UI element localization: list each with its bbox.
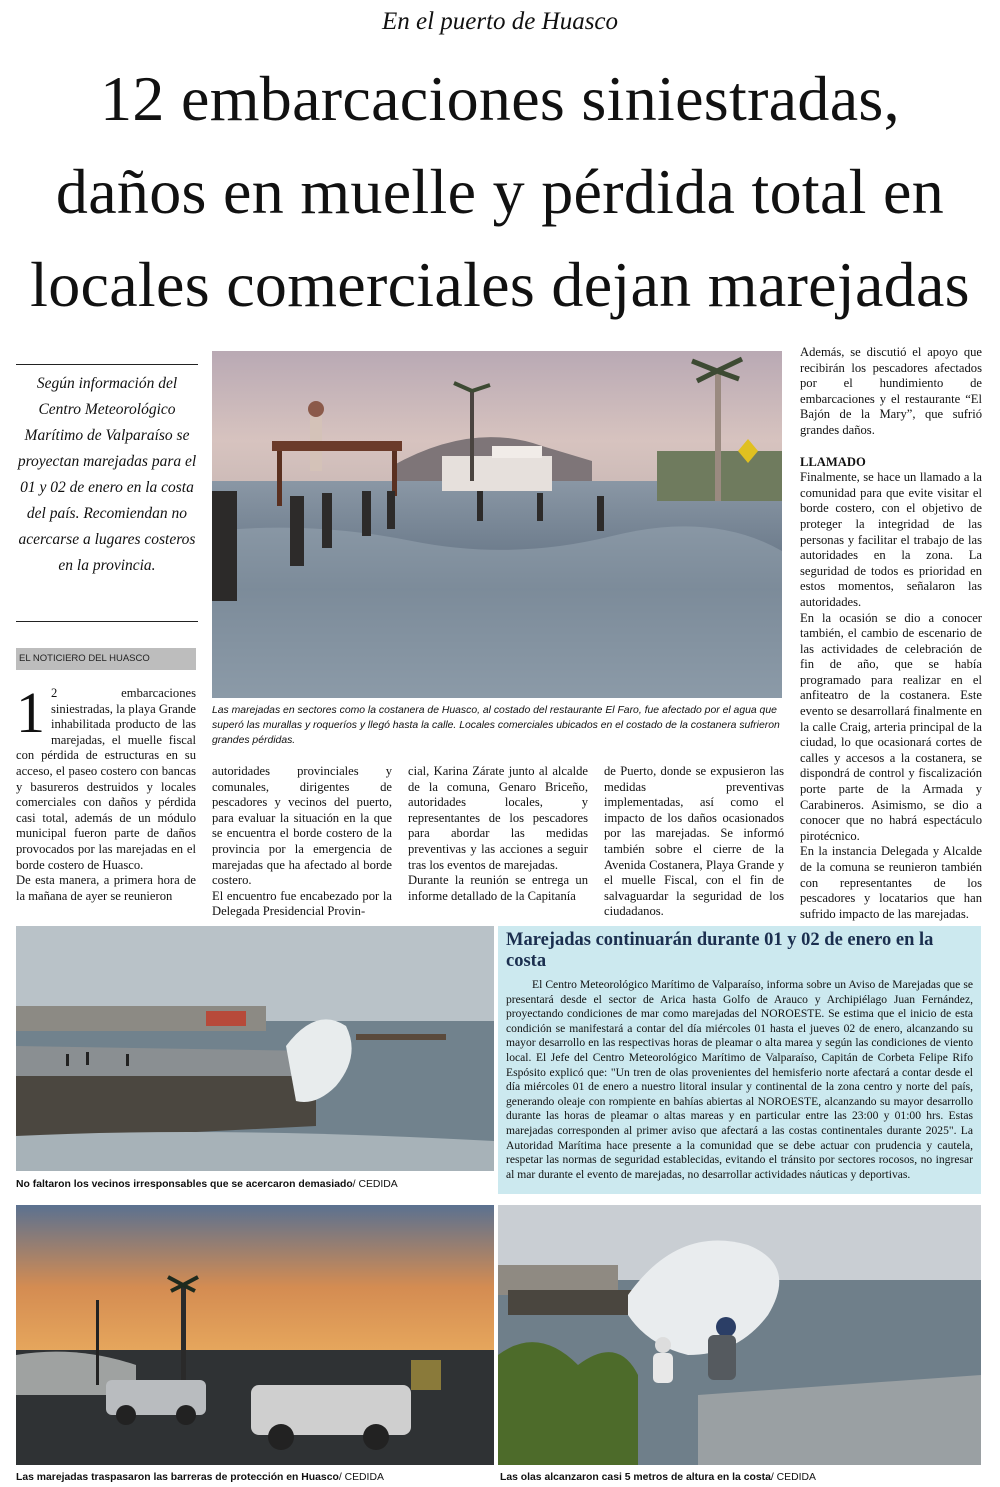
body-right-para2: Finalmente, se hace un llamado a la comunidad para que evite visitar el borde costero, con el objetivo de proteger la integridad de las personas y facilitar el trabajo de las autoridades en la zona. La seguridad de todos es prioridad en estos momentos, señalaron las autoridades. (800, 470, 982, 609)
body-right-para3: En la ocasión se dio a conocer también, el cambio de escenario de las actividades de celebración de fin de año, que se había programado para realizar en el anfiteatro de la costanera. Este evento se desarrollará finalmente en la calle Craig, arteria principal de la ciudad, lo que ocasionará cortes de calles y accesos a la costanera, se dispondrá de control y fiscalización porte parte de la Armada y Carabineros. Asimismo, se dio a conocer que no habrá espectáculo pirotécnico. (800, 610, 982, 843)
body-column-1 (16, 680, 196, 904)
photo-big-wave-credit: / CEDIDA (770, 1472, 816, 1483)
photo-sunset-credit: / CEDIDA (338, 1472, 384, 1483)
photo-seawall-caption-text: No faltaron los vecinos irresponsables que se acercaron demasiado (16, 1179, 353, 1190)
photo-seawall-credit: / CEDIDA (352, 1179, 398, 1190)
photo-sunset-caption-text: Las marejadas traspasaron las barreras de protección en Huasco (16, 1472, 339, 1483)
main-photo-caption: Las marejadas en sectores como la costanera de Huasco, al costado del restaurante El Faro, fue afectado por el agua que superó las murallas y roqueríos y llegó hasta la calle. Locales comerciales ubicados en el costado de la costanera sufrieron grandes pérdidas. (212, 705, 780, 746)
body-col1-para2: De esta manera, a primera hora de la mañana de ayer se reunieron (16, 873, 196, 903)
body-right-para4: En la instancia Delegada y Alcalde de la comuna se reunieron también con representantes de los pescadores y locatarios que han sufrido impacto de las marejadas. (800, 844, 982, 921)
body-column-right (800, 345, 982, 922)
info-box (498, 926, 981, 1194)
llamado-heading: LLAMADO (800, 454, 866, 469)
photo-big-wave-caption (500, 1472, 980, 1483)
photo-sunset-caption (16, 1472, 494, 1483)
source-bar (16, 648, 196, 670)
info-box-title: Marejadas continuarán durante 01 y 02 de enero en la costa (506, 930, 934, 971)
headline (8, 52, 992, 331)
main-photo (212, 351, 782, 698)
pull-quote-text: Según información del Centro Meteorológico Marítimo de Valparaíso se proyectan marejadas para el 01 y 02 de enero en la costa del país. Recomiendan no acercarse a lugares costeros en la provincia. (17, 375, 197, 574)
body-column-4 (604, 764, 784, 920)
pull-quote (16, 364, 198, 622)
photo-big-wave (498, 1205, 981, 1465)
body-col2-para2: El encuentro fue encabezado por la Delegada Presidencial Provin- (212, 888, 392, 919)
dropcap: 1 (16, 680, 45, 745)
info-box-text: El Centro Meteorológico Marítimo de Valparaíso, informa sobre un Aviso de Marejadas que se presentará desde el sector de Arica hasta Golfo de Arauco y Archipiélago Juan Fernández, proyectando condiciones de mar como marejadas del NOROESTE. Se estima que el inicio de esta condición se manifestará a contar del día miércoles 01 hasta el jueves 02 de enero, alcanzando su mayor desarrollo en las respectivas horas de pleamar o alta marea y según las condiciones de viento local. El Jefe del Centro Meteorológico Marítimo de Valparaíso, Capitán de Corbeta Felipe Rifo Espósito explicó que: "Un tren de olas provenientes del hemisferio norte afectará a contar desde el día miércoles 01 de enero a nuestro litoral insular y continental de la zona centro y norte del país, generando oleaje con rompiente en bahías abiertas al NOROESTE, alcanzando su mayor desarrollo durante las horas de pleamar o altas mareas y en particular entre las 23:00 y 01:00 hrs. Estas marejadas corresponden al primer aviso que afectará a las costas continentales durante 2025". La Autoridad Marítima hace presente a la comunidad que se debe actuar con prudencia y cautela, respetar las normas de seguridad establecidas, evitando el tránsito por sectores rocosos, no ingresar al mar durante el evento de marejadas, no desarrollar actividades náuticas y deportivas. (506, 978, 973, 1181)
body-col1-para1: 2 embarcaciones siniestradas, la playa Grande inhabilitada producto de las marejadas, el muelle fiscal con pérdida de estructuras en su acceso, el paseo costero con bancas y basureros destruidos y locales comerciales con daños y pérdida casi total, además de un módulo municipal fueron parte de daños provocados por las marejadas en el borde costero de Huasco. (16, 686, 196, 872)
body-col4-para1: de Puerto, donde se expusieron las medidas preventivas implementadas, así como el impacto de los daños ocasionados por las marejadas. Se informó también sobre el cierre de la Avenida Costanera, Playa Grande y el muelle Fiscal, con el fin de salvaguardar la seguridad de los ciudadanos. (604, 764, 784, 919)
kicker: En el puerto de Huasco (381, 8, 619, 35)
body-col3-para2: Durante la reunión se entrega un informe detallado de la Capitanía (408, 873, 588, 903)
source-label: EL NOTICIERO DEL HUASCO (19, 653, 150, 664)
headline-line-3: locales comerciales dejan marejadas (30, 249, 970, 320)
headline-line-1: 12 embarcaciones siniestradas, (100, 63, 900, 134)
body-right-para1: Además, se discutió el apoyo que recibirán los pescadores afectados por el hundimiento de embarcaciones y el restaurante “El Bajón de la Mary”, que sufrió grandes daños. (800, 345, 982, 437)
photo-big-wave-caption-text: Las olas alcanzaron casi 5 metros de altura en la costa (500, 1472, 771, 1483)
photo-sunset-flood (16, 1205, 494, 1465)
body-column-2 (212, 764, 392, 920)
body-column-3 (408, 764, 588, 904)
headline-line-2: daños en muelle y pérdida total en (55, 156, 945, 227)
photo-seawall-caption (16, 1179, 494, 1190)
photo-seawall (16, 926, 494, 1171)
body-col2-para1: autoridades provinciales y comunales, dirigentes de pescadores y vecinos del puerto, para evaluar la situación en la que se encuentra el borde costero de la provincia por la emergencia de marejadas que ha afectado al borde costero. (212, 764, 392, 888)
body-col3-para1: cial, Karina Zárate junto al alcalde de la comuna, Genaro Briceño, autoridades locales, y representantes de los pescadores para abordar las medidas preventivas y las acciones a seguir tras los eventos de marejadas. (408, 764, 588, 872)
